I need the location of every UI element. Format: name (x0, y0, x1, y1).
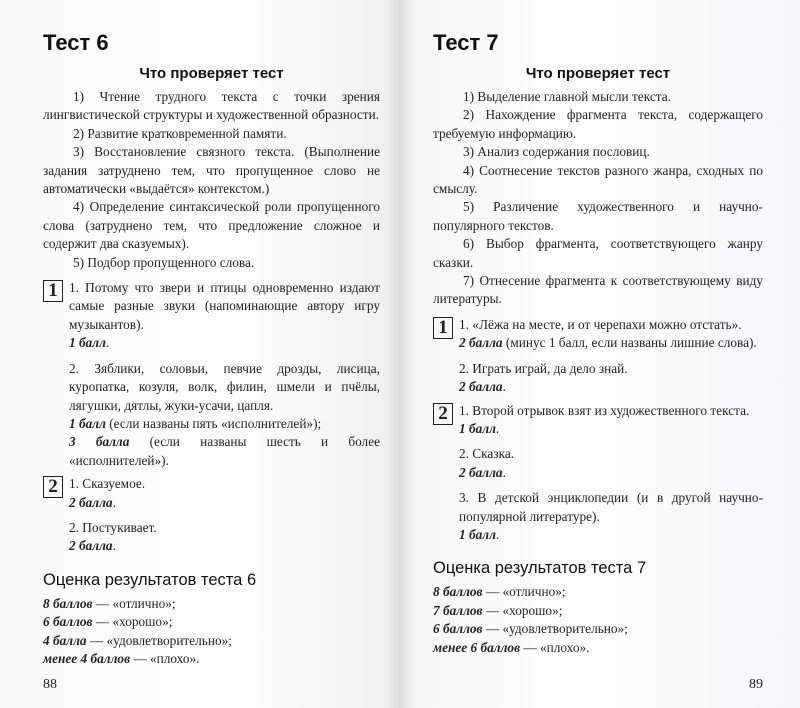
answer-item (459, 316, 763, 353)
score-points: 2 балла (459, 335, 503, 351)
answer-item (459, 489, 763, 544)
right-page (400, 0, 800, 708)
result-grade: — «отлично»; (92, 595, 176, 611)
score-note: . (502, 379, 506, 395)
score-points: 2 балла (459, 464, 503, 480)
result-row (433, 639, 763, 657)
score-note: (если названы пять «исполнителей»); (105, 415, 322, 431)
section-subtitle: Что проверяет тест (139, 65, 284, 82)
result-grade: — «удовлетворительно»; (482, 621, 628, 637)
answer-item (69, 519, 380, 556)
score (459, 526, 763, 544)
answer-text: 2. Играть играй, да дело знай. (459, 360, 628, 376)
check-item: 4) Определение синтаксической роли пропущенного слова (затруднено тем, что предложение сложное и содержит два сказуемых). (43, 199, 380, 252)
task-number: 1 (43, 280, 63, 302)
score (69, 537, 380, 555)
checks-list (43, 88, 380, 272)
answer-item (459, 445, 763, 482)
page-number: 88 (43, 677, 57, 693)
check-item: 6) Выбор фрагмента, соответствующего жанру сказки. (433, 236, 763, 270)
check-item: 5) Различение художественного и научно-популярного текстов. (433, 199, 763, 233)
score-note: . (112, 538, 116, 554)
result-grade: — «плохо». (520, 639, 590, 655)
score-note: . (105, 335, 110, 351)
task-1 (43, 279, 380, 470)
task-number: 2 (43, 476, 63, 498)
score (459, 420, 763, 438)
result-points: 4 балла (43, 632, 87, 648)
score-note: . (495, 526, 500, 542)
page-number: 89 (749, 677, 763, 693)
score-points: 2 балла (69, 494, 113, 510)
answer-text: 2. Постукивает. (69, 519, 157, 535)
score-points: 1 балл (69, 335, 106, 351)
score (69, 494, 380, 512)
result-points: менее 4 баллов (43, 650, 131, 666)
score (459, 378, 763, 396)
result-points: 7 баллов (433, 602, 483, 618)
answer-item (459, 402, 763, 439)
check-item: 3) Восстановление связного текста. (Выполнение задания затруднено тем, что пропущенное слово не автоматически «выдаётся» контекстом.) (43, 144, 380, 197)
result-points: 8 баллов (43, 595, 93, 611)
score-note: . (502, 464, 506, 480)
result-points: менее 6 баллов (433, 639, 521, 655)
score-points: 1 балл (459, 526, 496, 542)
score-note: (минус 1 балл, если названы лишние слова). (502, 335, 757, 351)
check-item: 2) Развитие кратковременной памяти. (73, 125, 287, 141)
answer-text: 2. Сказка. (459, 446, 515, 462)
check-item: 1) Выделение главной мысли текста. (463, 89, 671, 104)
result-row (43, 613, 380, 631)
answer-item (69, 475, 380, 512)
checks-list (433, 88, 763, 309)
result-row (433, 583, 763, 601)
check-item: 2) Нахождение фрагмента текста, содержащего требуемую информацию. (433, 107, 763, 141)
check-item: 7) Отнесение фрагмента к соответствующему виду литературы. (433, 273, 763, 307)
task-number: 2 (433, 403, 453, 425)
test-title: Тест 6 (43, 30, 109, 55)
result-points: 6 баллов (43, 614, 93, 630)
score (69, 334, 380, 352)
answer-text: 1. Потому что звери и птицы одновременно издают самые разные звуки (напоминающие автору игру музыкантов). (69, 280, 380, 332)
result-row (43, 632, 380, 650)
answer-item (69, 360, 380, 470)
results-list (433, 583, 763, 657)
check-item: 5) Подбор пропущенного слова. (73, 254, 255, 270)
result-row (43, 595, 380, 613)
result-row (433, 602, 763, 620)
result-grade: — «хорошо»; (92, 614, 173, 630)
score-points: 1 балл (69, 415, 106, 431)
score-points: 3 балла (69, 434, 130, 450)
score-note: (если названы шесть и более «исполнителей»). (69, 434, 380, 468)
result-grade: — «удовлетворительно»; (86, 632, 232, 648)
result-points: 8 баллов (433, 584, 483, 600)
answer-text: 1. Сказуемое. (69, 476, 146, 492)
answer-text: 1. Второй отрывок взят из художественного текста. (459, 402, 750, 418)
test-title: Тест 7 (433, 30, 499, 55)
answer-item (459, 360, 763, 397)
test-content (433, 88, 763, 549)
result-grade: — «отлично»; (482, 584, 566, 600)
score (459, 464, 763, 482)
score-note: . (112, 494, 116, 510)
score-points: 2 балла (459, 379, 503, 395)
score-note: . (495, 420, 500, 436)
score-points: 2 балла (69, 538, 113, 554)
result-row (43, 650, 380, 668)
results-list (43, 595, 380, 669)
check-item: 1) Чтение трудного текста с точки зрения лингвистической структуры и художественной образности. (43, 89, 380, 123)
score (459, 334, 763, 352)
task-2 (433, 402, 763, 545)
result-row (433, 620, 763, 638)
results-title: Оценка результатов теста 6 (43, 570, 257, 589)
result-grade: — «плохо». (130, 650, 200, 666)
result-points: 6 баллов (433, 621, 483, 637)
answer-text: 3. В детской энциклопедии (и в другой научно-популярной литературе). (459, 490, 763, 524)
check-item: 3) Анализ содержания пословиц. (463, 144, 650, 160)
task-number: 1 (433, 317, 453, 339)
answer-item (69, 279, 380, 353)
result-grade: — «хорошо»; (482, 602, 563, 618)
score-points: 1 балл (459, 420, 496, 436)
answer-text: 2. Зяблики, соловьи, певчие дрозды, лисица, куропатка, козуля, волк, филин, шмели и пчёлы, лягушки, дятлы, жуки-усачи, цапля. (69, 360, 380, 413)
test-content (43, 88, 380, 561)
results-title: Оценка результатов теста 7 (433, 559, 647, 578)
task-2 (43, 475, 380, 556)
task-1 (433, 316, 763, 397)
score (69, 433, 380, 470)
section-subtitle: Что проверяет тест (525, 65, 671, 82)
check-item: 4) Соотнесение текстов разного жанра, сходных по смыслу. (433, 162, 763, 197)
score (69, 415, 380, 433)
answer-text: 1. «Лёжа на месте, и от черепахи можно отстать». (459, 316, 742, 332)
